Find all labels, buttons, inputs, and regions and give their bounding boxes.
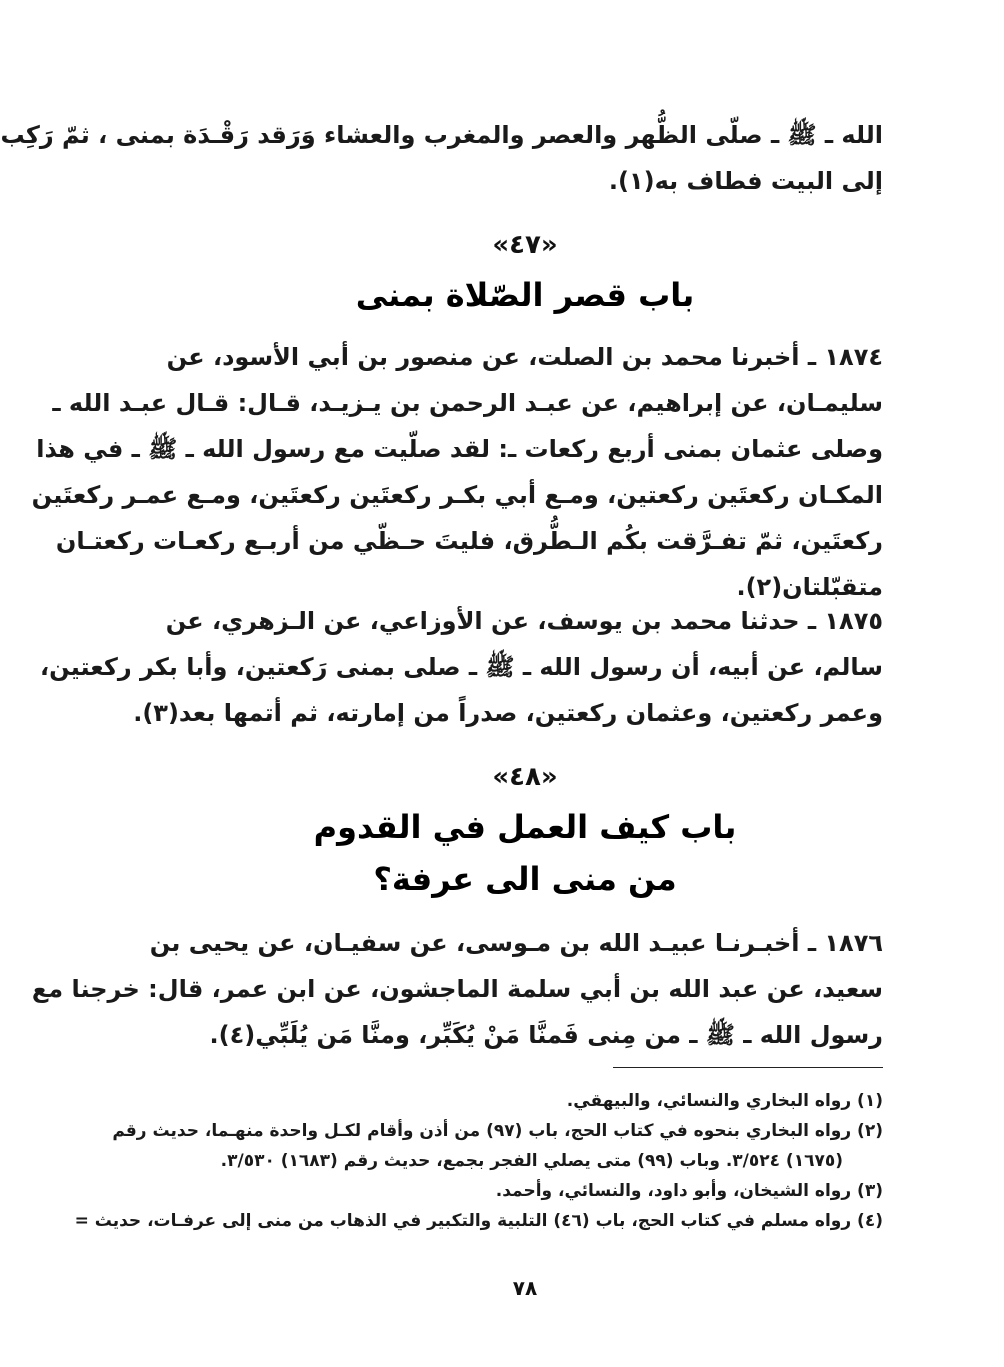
- chapter-title-line-2: من منى الى عرفة؟: [373, 860, 677, 898]
- text-line: إلى البيت فطاف به(١).: [608, 167, 883, 195]
- footnote-3: (٣) رواه الشيخان، وأبو داود، والنسائي، وأحمد.: [495, 1181, 883, 1201]
- footnote-2: (٢) رواه البخاري بنحوه في كتاب الحج، باب (٩٧) من أذن وأقام لكـل واحدة منهـما، حديث رقم: [112, 1121, 883, 1141]
- text-line: ١٨٧٤ ـ أخبرنا محمد بن الصلت، عن منصور بن أبي الأسود، عن: [166, 343, 883, 371]
- text-line: سعيد، عن عبد الله بن أبي سلمة الماجشون، عن ابن عمر، قال: خرجنا مع: [31, 975, 883, 1003]
- text-line: ١٨٧٥ ـ حدثنا محمد بن يوسف، عن الأوزاعي، عن الـزهري، عن: [165, 607, 883, 635]
- text-line: الله ـ ﷺ ـ صلّى الظُّهر والعصر والمغرب والعشاء وَرَقد رَقْـدَة بمنى ، ثمّ رَكِب: [0, 121, 883, 149]
- chapter-number: «٤٧»: [492, 230, 558, 260]
- chapter-number: «٤٨»: [492, 762, 558, 792]
- text-line: رسول الله ـ ﷺ ـ من مِنى فَمنَّا مَنْ يُكَبِّر، ومنَّا مَن يُلَبِّي(٤).: [209, 1021, 883, 1049]
- text-line: سالم، عن أبيه، أن رسول الله ـ ﷺ ـ صلى بمنى رَكعتين، وأبا بكر ركعتين،: [40, 653, 883, 681]
- hadith-1874: [31, 334, 883, 610]
- footnote-4: (٤) رواه مسلم في كتاب الحج، باب (٤٦) التلبية والتكبير في الذهاب من منى إلى عرفـات، حديث =: [74, 1211, 883, 1231]
- text-line: المكـان ركعتَين ركعتين، ومـع أبي بكـر ركعتَين ركعتَين، ومـع عمـر ركعتَين: [31, 481, 883, 509]
- page-number: ٧٨: [512, 1276, 538, 1300]
- footnote-2-continuation: (١٦٧٥) ٣/٥٢٤. وباب (٩٩) متى يصلي الفجر بجمع، حديث رقم (١٦٨٣) ٣/٥٣٠.: [220, 1151, 843, 1171]
- text-line: ١٨٧٦ ـ أخبـرنـا عبيـد الله بن مـوسى، عن سفيـان، عن يحيى بن: [149, 929, 883, 957]
- text-line: وصلى عثمان بمنى أربع ركعات ـ: لقد صلّيت مع رسول الله ـ ﷺ ـ في هذا: [36, 435, 883, 463]
- hadith-1876: [31, 920, 883, 1058]
- chapter-title: باب قصر الصّلاة بمنى: [355, 276, 695, 314]
- intro-paragraph: [0, 112, 883, 204]
- chapter-title-line-1: باب كيف العمل في القدوم: [313, 808, 737, 846]
- text-line: ركعتَين، ثمّ تفـرَّقت بكُم الـطُّرق، فليتَ حـظّي من أربـع ركعـات ركعتـان: [55, 527, 883, 555]
- hadith-1875: [40, 598, 883, 736]
- text-line: سليمـان، عن إبراهيم، عن عبـد الرحمن بن يـزيـد، قـال: قـال عبـد الله ـ: [52, 389, 883, 417]
- footnote-1: (١) رواه البخاري والنسائي، والبيهقي.: [566, 1091, 883, 1111]
- text-line: وعمر ركعتين، وعثمان ركعتين، صدراً من إمارته، ثم أتمها بعد(٣).: [133, 699, 883, 727]
- text-line: متقبّلتان(٢).: [736, 573, 883, 601]
- footnotes: [74, 1086, 883, 1236]
- footnote-separator: [613, 1067, 883, 1068]
